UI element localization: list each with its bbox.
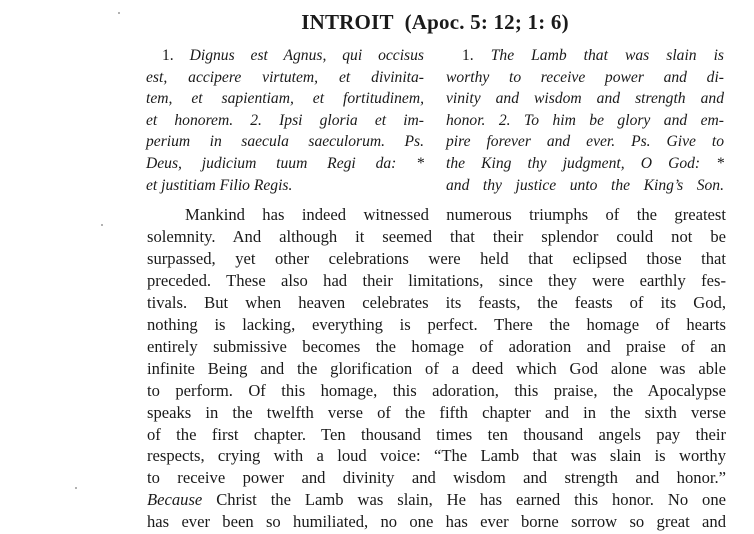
latin-line: 1. Dignus est Agnus, qui occisus [162,47,424,64]
latin-line: et justitiam Filio Regis. [146,176,293,194]
commentary-line: to receive power and divinity and wisdom and strength and honor.” [147,468,726,488]
commentary-line: has ever been so humiliated, no one has ever borne sorrow so great and [147,512,726,532]
english-line: pire forever and ever. Ps. Give to [446,133,724,151]
commentary-line: respects, crying with a loud voice: “The Lamb that was slain is worthy [147,446,726,466]
heading-reference: (Apoc. 5: 12; 1: 6) [404,10,569,34]
commentary-line: Mankind has indeed witnessed numerous triumphs of the greatest [185,205,726,224]
commentary-line: solemnity. And although it seemed that their splendor could not be [147,226,726,246]
commentary-line: Because Christ the Lamb was slain, He has earned this honor. No one [147,490,726,510]
latin-line: et honorem. 2. Ipsi gloria et im- [146,111,424,129]
commentary-line: entirely submissive becomes the homage of adoration and praise of an [147,336,726,356]
latin-line: Deus, judicium tuum Regi da: * [146,154,424,172]
commentary-line: preceded. These also had their limitations, since they were earthly fes- [147,270,726,290]
commentary-line: infinite Being and the glorification of a deed which God alone was able [147,358,726,378]
commentary-line: surpassed, yet other celebrations were held that eclipsed those that [147,248,726,268]
english-line: honor. 2. To him be glory and em- [446,111,724,129]
commentary-line: of the first chapter. Ten thousand times ten thousand angels pay their [147,424,726,444]
latin-line: est, accipere virtutem, et divinita- [146,68,424,86]
commentary-line: speaks in the twelfth verse of the fifth chapter and in the sixth verse [147,402,726,422]
english-line: the King thy judgment, O God: * [446,154,724,172]
commentary-line: nothing is lacking, everything is perfect. There the homage of hearts [147,314,726,334]
italic-word: Because [147,490,203,510]
english-line: 1. The Lamb that was slain is [462,47,724,64]
latin-line: tem, et sapientiam, et fortitudinem, [146,90,424,108]
commentary-line: tivals. But when heaven celebrates its feasts, the feasts of its God, [147,292,726,312]
commentary-paragraph [147,204,726,533]
scan-speck [75,487,77,489]
introit-heading [150,10,720,35]
scan-speck [101,224,103,226]
english-line: vinity and wisdom and strength and [446,90,724,108]
english-text-column [446,45,724,196]
english-line: and thy justice unto the King’s Son. [446,176,724,194]
commentary-line: to perform. Of this homage, this adoration, this praise, the Apocalypse [147,380,726,400]
english-line: worthy to receive power and di- [446,68,724,86]
scan-speck [118,12,120,14]
latin-text-column [146,45,424,196]
heading-title: INTROIT [301,10,394,34]
latin-line: perium in saecula saeculorum. Ps. [146,133,424,151]
